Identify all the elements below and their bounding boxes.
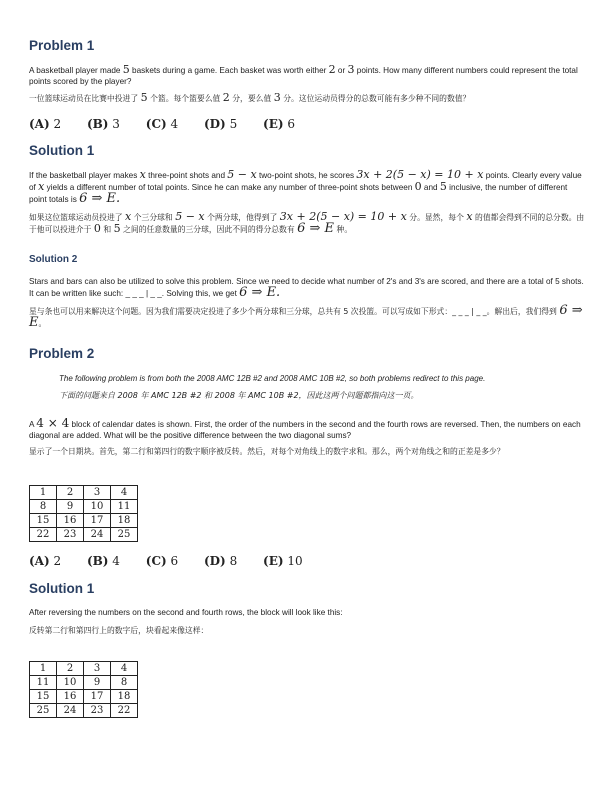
solution-2-text-en: Stars and bars can also be utilized to solve this problem. Since we need to decide what number of 2's and 3's are scored, and there are a total of 5 shots. It can be written like such: _ _ _ | _ _. Solving this, we get 6 ⇒ E. bbox=[29, 277, 584, 300]
solution-2-text-cn: 星与条也可以用来解决这个问题。因为我们需要决定投进了多少个两分球和三分球，总共有 5 次投篮。可以写成如下形式：_ _ _ | _ _。解出后，我们得到 6 ⇒ E。 bbox=[29, 303, 583, 330]
choice-e: (E) 10 bbox=[263, 554, 303, 568]
solution-1-heading: Solution 1 bbox=[29, 143, 95, 158]
problem-2-solution-1-heading: Solution 1 bbox=[29, 581, 95, 596]
choice-e: (E) 6 bbox=[263, 117, 296, 131]
solution-1-text-en: If the basketball player makes x three-point shots and 5 − x two-point shots, he scores 3x + 2(5 − x) = 10 + x points. Clearly every value of x yields a different number of total points. Since he can make any number of three-point shots between 0 and 5 inclusive, the number of different point totals is 6 ⇒ E. bbox=[29, 168, 582, 206]
table-row: 11 10 9 8 bbox=[30, 676, 138, 690]
calendar-table-reversed bbox=[29, 661, 138, 718]
choice-d: (D) 8 bbox=[203, 554, 238, 568]
calendar-table-original bbox=[29, 485, 138, 542]
table-row: 15 16 17 18 bbox=[30, 690, 138, 704]
problem-2-text-cn: 显示了一个日期块。首先，第二行和第四行的数字顺序被反转。然后，对每个对角线上的数字求和。那么，两个对角线之和的正差是多少？ bbox=[29, 447, 505, 456]
table-row: 8 9 10 11 bbox=[30, 500, 138, 514]
problem-2-solution-text-cn: 反转第二行和第四行上的数字后，块看起来像这样： bbox=[29, 626, 209, 635]
problem-1-heading: Problem 1 bbox=[29, 38, 95, 53]
table-row: 15 16 17 18 bbox=[30, 514, 138, 528]
solution-2-heading: Solution 2 bbox=[29, 254, 78, 265]
choice-c: (C) 4 bbox=[145, 117, 179, 131]
problem-2-solution-text-en: After reversing the numbers on the second and fourth rows, the block will look like this: bbox=[29, 608, 343, 617]
problem-2-note-en: The following problem is from both the 2008 AMC 12B #2 and 2008 AMC 10B #2, so both problems redirect to this page. bbox=[59, 374, 486, 383]
solution-1-text-cn: 如果这位篮球运动员投进了 x 个三分球和 5 − x 个两分球，他得到了 3x + 2(5 − x) = 10 + x 分。显然，每个 x 的值都会得到不同的总分数。由于他可以投进介于 0 和 5 之间的任意数量的三分球，因此不同的得分总数有 6 ⇒ E 种。 bbox=[29, 210, 585, 236]
choice-a: (A) 2 bbox=[29, 554, 62, 568]
table-row: 1 2 3 4 bbox=[30, 486, 138, 500]
problem-2-text-en: A 4 × 4 block of calendar dates is shown. First, the order of the numbers in the second and the fourth rows are reversed. Then, the numbers on each diagonal are added. What will be the positive difference between the two diagonal sums? bbox=[29, 416, 581, 440]
choice-b: (B) 4 bbox=[86, 554, 120, 568]
choice-d: (D) 5 bbox=[203, 117, 238, 131]
problem-2-note-cn: 下面的问题来自 2008 年 AMC 12B #2 和 2008 年 AMC 10B #2，因此这两个问题都指向这一页。 bbox=[59, 391, 419, 400]
choice-a: (A) 2 bbox=[29, 117, 62, 131]
problem-1-text-cn: 一位篮球运动员在比赛中投进了 5 个篮。每个篮要么值 2 分，要么值 3 分。这位运动员得分的总数可能有多少种不同的数值？ bbox=[29, 91, 471, 104]
choice-c: (C) 6 bbox=[145, 554, 179, 568]
table-row: 1 2 3 4 bbox=[30, 662, 138, 676]
problem-2-choices bbox=[29, 554, 325, 568]
problem-1-text-en: A basketball player made 5 baskets during a game. Each basket was worth either 2 or 3 points. How many different numbers could represent the total points scored by the player? bbox=[29, 63, 578, 86]
table-row: 25 24 23 22 bbox=[30, 704, 138, 718]
table-row: 22 23 24 25 bbox=[30, 528, 138, 542]
problem-1-choices bbox=[29, 117, 317, 131]
choice-b: (B) 3 bbox=[86, 117, 120, 131]
problem-2-heading: Problem 2 bbox=[29, 346, 95, 361]
